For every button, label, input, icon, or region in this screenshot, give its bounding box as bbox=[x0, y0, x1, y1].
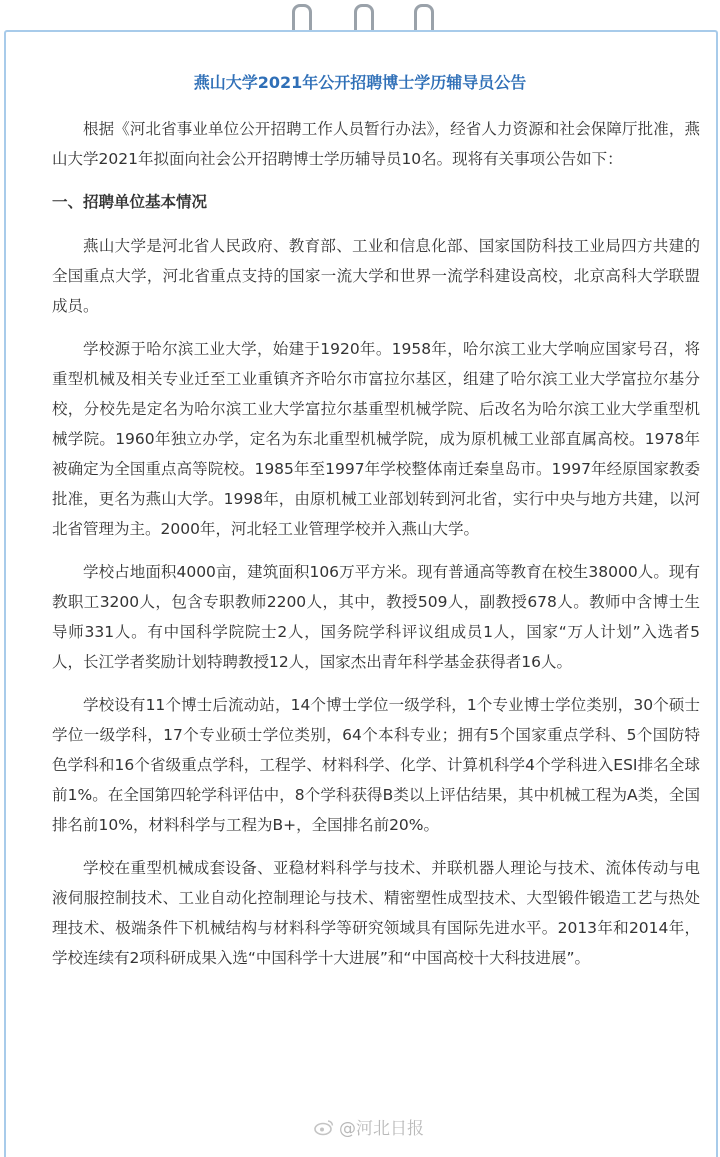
source-watermark bbox=[313, 1114, 424, 1139]
page-title: 燕山大学2021年公开招聘博士学历辅导员公告 bbox=[193, 73, 527, 92]
intro-paragraph: 根据《河北省事业单位公开招聘工作人员暂行办法》，经省人力资源和社会保障厅批准，燕山大学2021年拟面向社会公开招聘博士学历辅导员10名。现将有关事项公告如下： bbox=[52, 120, 700, 168]
body-paragraph: 学校在重型机械成套设备、亚稳材料科学与技术、并联机器人理论与技术、流体传动与电液伺服控制技术、工业自动化控制理论与技术、精密塑性成型技术、大型锻件锻造工艺与热处理技术、极端条件下机械结构与材料科学等研究领域具有国际先进水平。2013年和2014年，学校连续有2项科研成果入选“中国科学十大进展”和“中国高校十大科技进展”。 bbox=[52, 859, 700, 967]
body-paragraph: 学校源于哈尔滨工业大学，始建于1920年。1958年，哈尔滨工业大学响应国家号召，将重型机械及相关专业迁至工业重镇齐齐哈尔市富拉尔基区，组建了哈尔滨工业大学富拉尔基分校，分校先是定名为哈尔滨工业大学富拉尔基重型机械学院、后改名为哈尔滨工业大学重型机械学院。1960年独立办学，定名为东北重型机械学院，成为原机械工业部直属高校。1978年被确定为全国重点高等院校。1985年至1997年学校整体南迁秦皇岛市。1997年经原国家教委批准，更名为燕山大学。1998年，由原机械工业部划转到河北省，实行中央与地方共建，以河北省管理为主。2000年，河北轻工业管理学校并入燕山大学。 bbox=[52, 340, 700, 538]
body-paragraph: 燕山大学是河北省人民政府、教育部、工业和信息化部、国家国防科技工业局四方共建的全国重点大学，河北省重点支持的国家一流大学和世界一流学科建设高校，北京高科大学联盟成员。 bbox=[52, 237, 700, 315]
body-paragraph: 学校占地面积4000亩，建筑面积106万平方米。现有普通高等教育在校生38000人。现有教职工3200人，包含专职教师2200人，其中，教授509人，副教授678人。教师中含博士生导师331人。有中国科学院院士2人，国务院学科评议组成员1人，国家“万人计划”入选者5人，长江学者奖励计划特聘教授12人，国家杰出青年科学基金获得者16人。 bbox=[52, 563, 700, 671]
watermark-text: @河北日报 bbox=[339, 1119, 424, 1139]
body-paragraph: 学校设有11个博士后流动站，14个博士学位一级学科，1个专业博士学位类别，30个硕士学位一级学科，17个专业硕士学位类别，64个本科专业；拥有5个国家重点学科、5个国防特色学科和16个省级重点学科，工程学、材料科学、化学、计算机科学4个学科进入ESI排名全球前1%。在全国第四轮学科评估中，8个学科获得B类以上评估结果，其中机械工程为A类，全国排名前10%，材料科学与工程为B+，全国排名前20%。 bbox=[52, 696, 700, 834]
weibo-icon bbox=[313, 1118, 335, 1136]
document-body bbox=[52, 114, 700, 986]
section-heading: 一、招聘单位基本情况 bbox=[52, 193, 208, 211]
